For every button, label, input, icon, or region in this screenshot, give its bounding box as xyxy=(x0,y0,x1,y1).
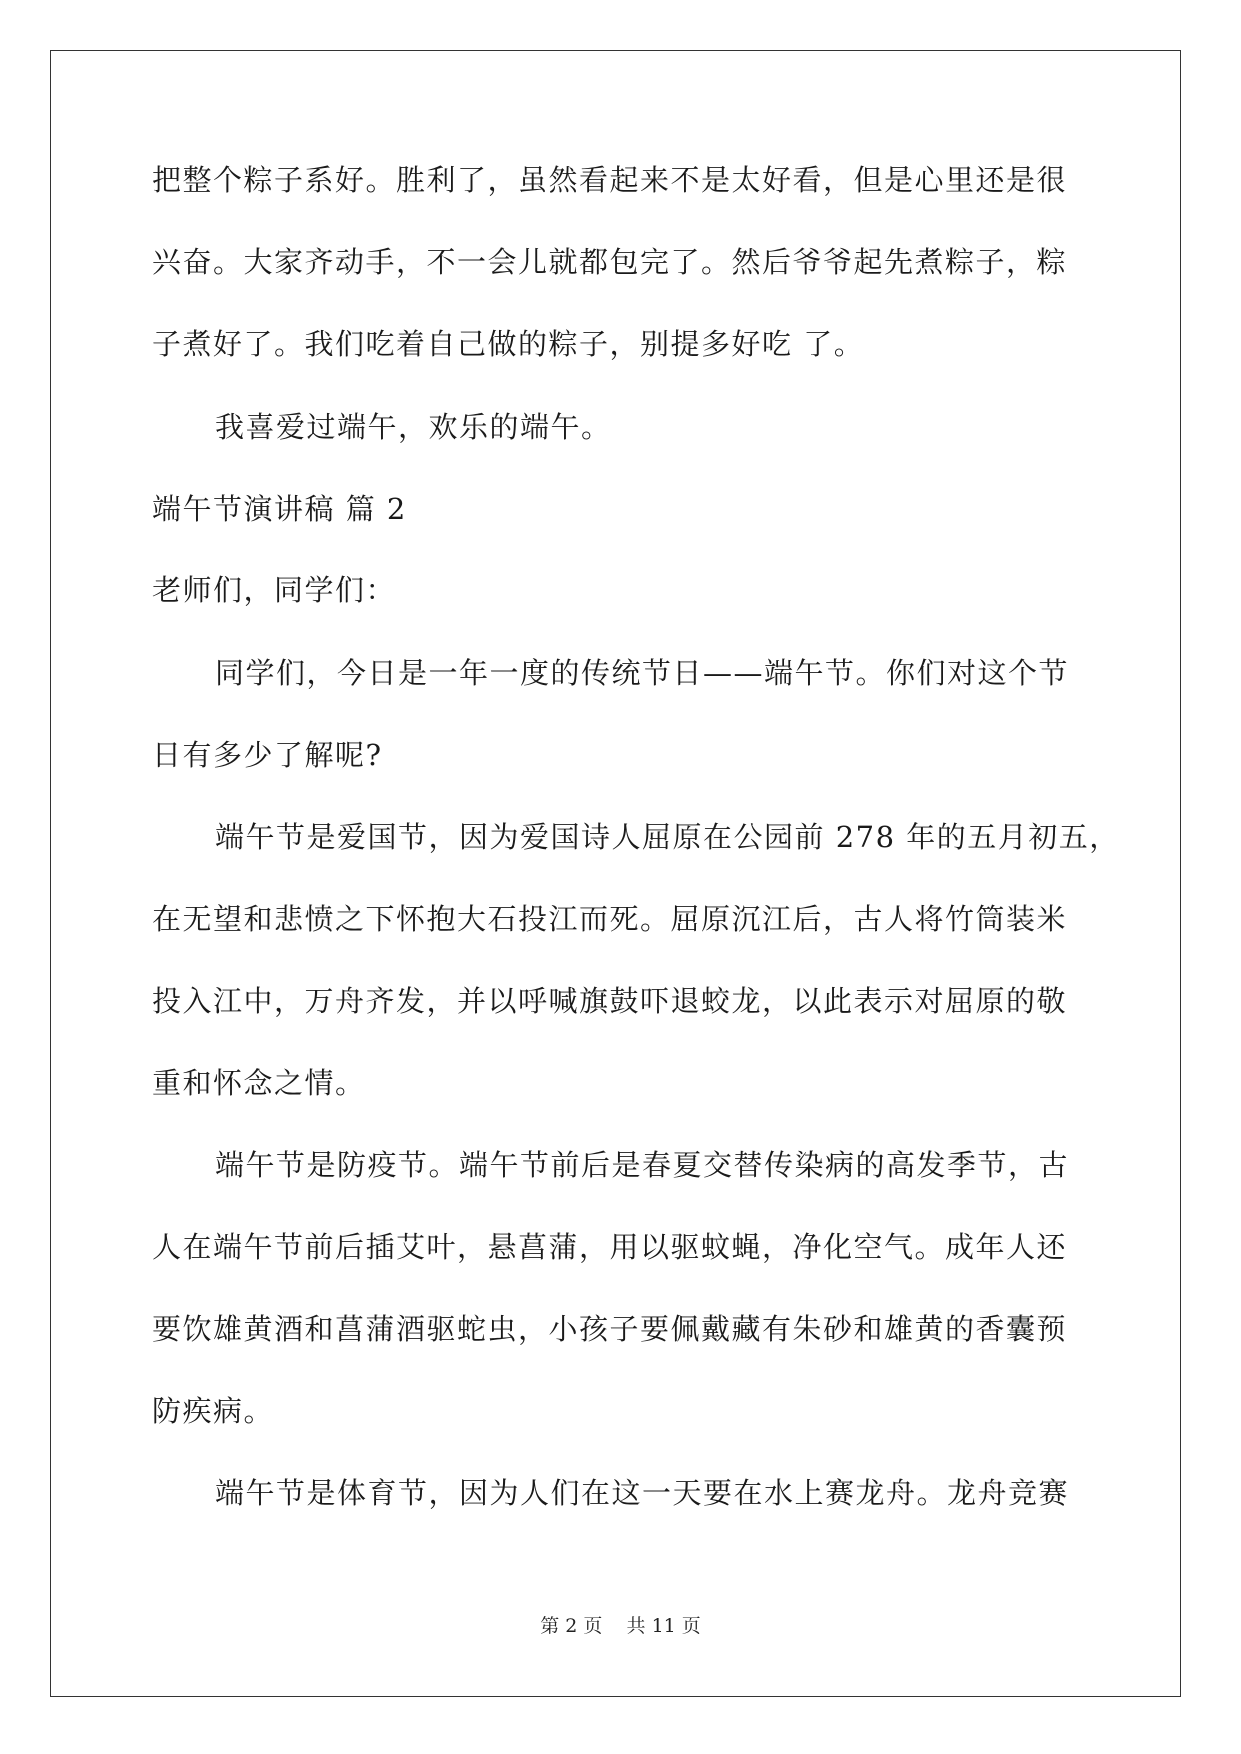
text-line: 人在端午节前后插艾叶，悬菖蒲，用以驱蚊蝇，净化空气。成年人还 xyxy=(152,1230,1068,1264)
text-line: 投入江中，万舟齐发，并以呼喊旗鼓吓退蛟龙，以此表示对屈原的敬 xyxy=(152,984,1068,1018)
paragraph-first-line: 我喜爱过端午，欢乐的端午。 xyxy=(215,410,612,444)
text-line: 子煮好了。我们吃着自己做的粽子，别提多好吃 了。 xyxy=(152,327,865,361)
text-line: 重和怀念之情。 xyxy=(152,1066,366,1100)
section-heading: 端午节演讲稿 篇 2 xyxy=(152,492,407,526)
text-line: 在无望和悲愤之下怀抱大石投江而死。屈原沉江后，古人将竹筒装米 xyxy=(152,902,1068,936)
paragraph-first-line: 端午节是体育节，因为人们在这一天要在水上赛龙舟。龙舟竞赛 xyxy=(215,1476,1070,1510)
text-line: 防疾病。 xyxy=(152,1394,275,1428)
paragraph-first-line: 同学们，今日是一年一度的传统节日——端午节。你们对这个节 xyxy=(215,656,1070,690)
page-number-footer: 第 2 页 共 11 页 xyxy=(540,1615,701,1637)
text-line: 兴奋。大家齐动手，不一会儿就都包完了。然后爷爷起先煮粽子，粽 xyxy=(152,245,1068,279)
page-border xyxy=(50,50,1181,1697)
text-line: 把整个粽子系好。胜利了，虽然看起来不是太好看，但是心里还是很 xyxy=(152,163,1068,197)
paragraph-first-line: 端午节是爱国节，因为爱国诗人屈原在公园前 278 年的五月初五， xyxy=(215,820,1120,854)
paragraph-first-line: 端午节是防疫节。端午节前后是春夏交替传染病的高发季节，古 xyxy=(215,1148,1070,1182)
text-line: 日有多少了解呢? xyxy=(152,738,383,772)
text-line: 要饮雄黄酒和菖蒲酒驱蛇虫，小孩子要佩戴藏有朱砂和雄黄的香囊预 xyxy=(152,1312,1068,1346)
salutation: 老师们，同学们： xyxy=(152,573,397,607)
